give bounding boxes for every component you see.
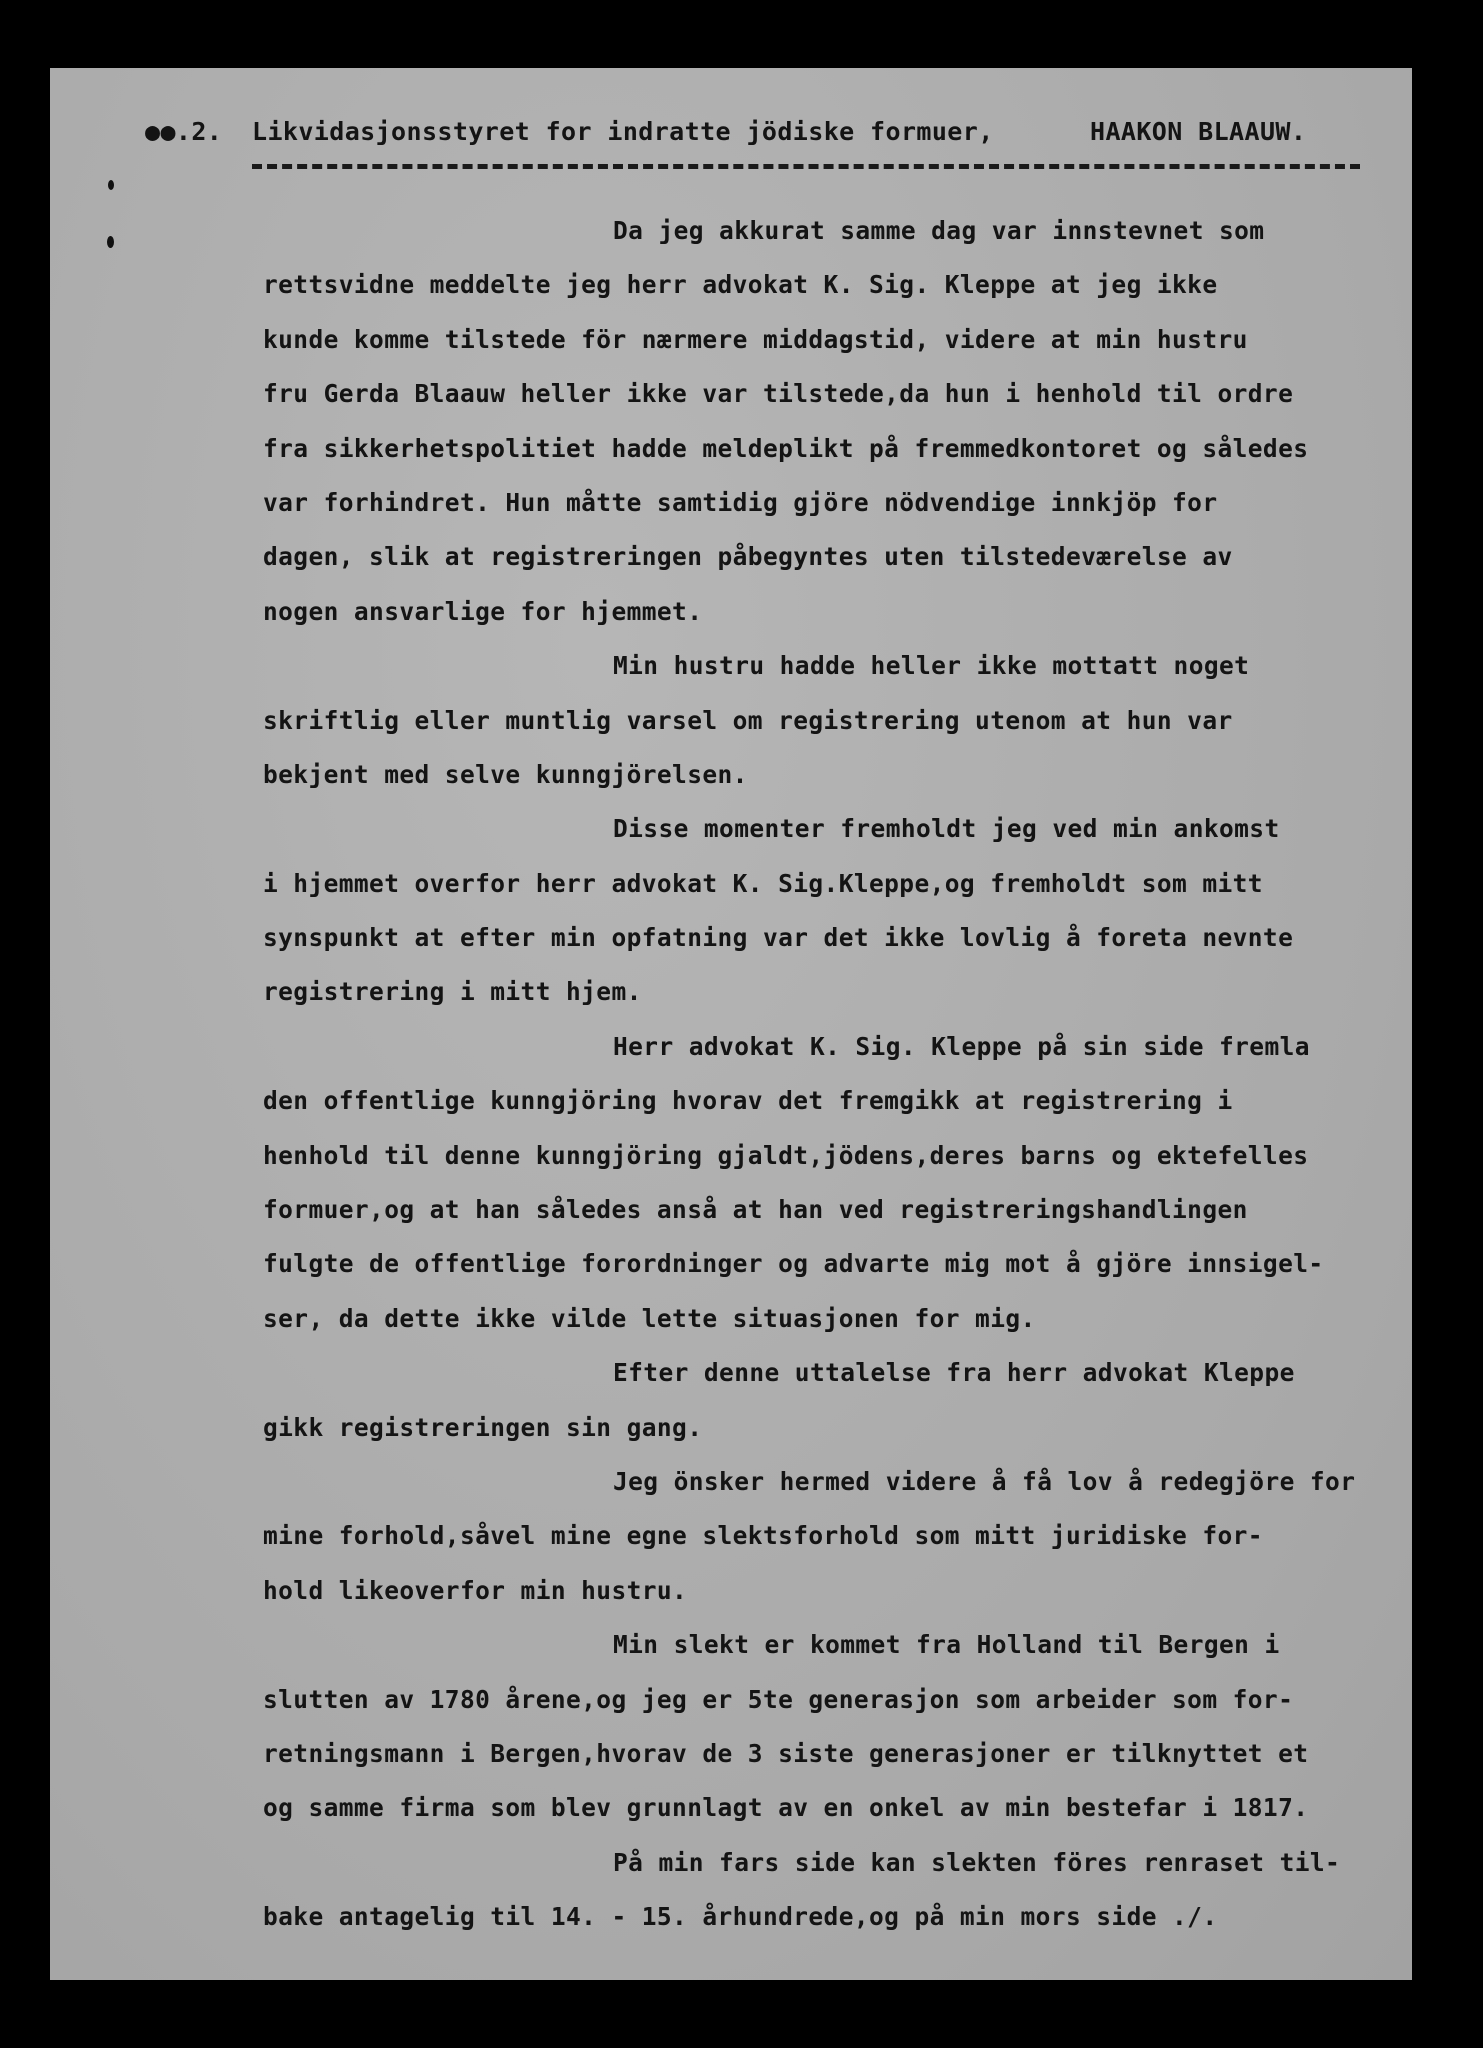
text-line: Herr advokat K. Sig. Kleppe på sin side fremla [613,1031,1310,1061]
text-line: Efter denne uttalelse fra herr advokat Kleppe [613,1358,1295,1388]
text-line: Da jeg akkurat samme dag var innstevnet som [613,216,1265,245]
text-line: Jeg önsker hermed videre å få lov å redegjöre for [613,1466,1356,1496]
text-line: Min slekt er kommet fra Holland til Bergen i [613,1630,1280,1660]
author-name: HAAKON BLAAUW. [1090,117,1307,146]
page-number: ●●.2. [145,117,223,146]
text-line: og samme firma som blev grunnlagt av en onkel av min bestefar i 1817. [263,1793,1309,1823]
text-line: formuer,og at han således anså at han ved registreringshandlingen [263,1195,1248,1225]
text-line: gikk registreringen sin gang. [263,1412,703,1442]
document-body [263,204,1403,1945]
document-page [50,68,1412,1980]
text-line: nogen ansvarlige for hjemmet. [263,596,703,626]
text-line: den offentlige kunngjöring hvorav det fremgikk at registrering i [263,1086,1233,1116]
text-line: fru Gerda Blaauw heller ikke var tilstede,da hun i henhold til ordre [263,379,1294,409]
text-line: bake antagelig til 14. - 15. århundrede,og på min mors side ./. [263,1902,1218,1932]
text-line: kunde komme tilstede för nærmere middagstid, videre at min hustru [263,324,1248,354]
header-divider [252,164,1360,169]
text-line: bekjent med selve kunngjörelsen. [263,759,748,789]
text-line: fra sikkerhetspolitiet hadde meldeplikt på fremmedkontoret og således [263,433,1309,463]
text-line: hold likeoverfor min hustru. [263,1575,688,1605]
text-line: skriftlig eller muntlig varsel om registrering utenom at hun var [263,705,1233,735]
text-line: i hjemmet overfor herr advokat K. Sig.Kleppe,og fremholdt som mitt [263,868,1263,898]
text-line: fulgte de offentlige forordninger og advarte mig mot å gjöre innsigel- [263,1249,1324,1279]
text-line: synspunkt at efter min opfatning var det ikke lovlig å foreta nevnte [263,923,1294,953]
ink-blot-mark [108,180,114,190]
text-line: dagen, slik at registreringen påbegyntes uten tilstedeværelse av [263,542,1233,572]
text-line: Disse momenter fremholdt jeg ved min ankomst [613,814,1280,844]
document-header [50,112,1412,152]
text-line: rettsvidne meddelte jeg herr advokat K. Sig. Kleppe at jeg ikke [263,270,1218,300]
text-line: var forhindret. Hun måtte samtidig gjöre nödvendige innkjöp for [263,487,1218,517]
document-title: Likvidasjonsstyret for indratte jödiske formuer, [252,117,994,146]
text-line: slutten av 1780 årene,og jeg er 5te generasjon som arbeider som for- [263,1684,1294,1714]
text-line: henhold til denne kunngjöring gjaldt,jödens,deres barns og ektefelles [263,1140,1309,1170]
text-line: Min hustru hadde heller ikke mottatt noget [613,651,1250,681]
text-line: retningsmann i Bergen,hvorav de 3 siste generasjoner er tilknyttet et [263,1738,1309,1768]
text-line: ser, da dette ikke vilde lette situasjonen for mig. [263,1303,1036,1333]
text-line: mine forhold,såvel mine egne slektsforhold som mitt juridiske for- [263,1521,1263,1551]
ink-blot-mark [107,236,114,248]
text-line: På min fars side kan slekten föres renraset til- [613,1847,1341,1877]
text-line: registrering i mitt hjem. [263,977,642,1007]
